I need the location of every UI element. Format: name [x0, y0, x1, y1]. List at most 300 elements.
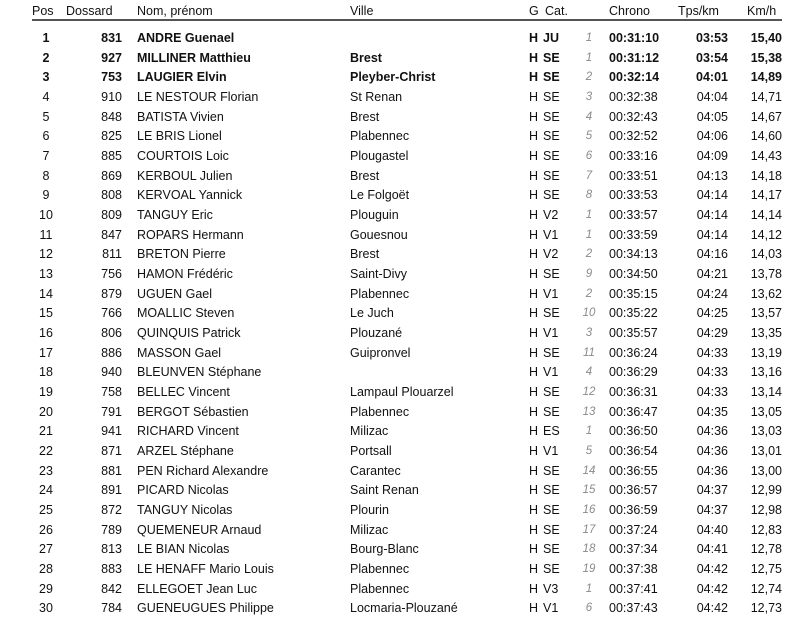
cell-gender: H [529, 345, 539, 360]
cell-dossard: 766 [101, 306, 122, 321]
cell-speed: 14,14 [750, 208, 782, 223]
cell-chrono: 00:32:52 [609, 129, 658, 144]
cell-category: SE [543, 168, 560, 183]
cell-ville: Plabennec [350, 404, 410, 419]
cell-pace: 04:29 [696, 326, 728, 341]
cell-category-rank: 2 [585, 248, 593, 261]
cell-category-rank: 15 [582, 484, 596, 497]
cell-dossard: 885 [101, 149, 122, 164]
cell-pace: 04:14 [696, 227, 728, 242]
cell-category-rank: 1 [585, 209, 593, 222]
cell-ville: Carantec [350, 463, 401, 478]
cell-gender: H [529, 227, 539, 242]
cell-category: V1 [543, 227, 559, 242]
cell-chrono: 00:37:41 [609, 581, 658, 596]
cell-ville: Plouzané [350, 326, 403, 341]
cell-gender: H [529, 188, 539, 203]
cell-pace: 04:14 [696, 208, 728, 223]
cell-gender: H [529, 306, 539, 321]
cell-speed: 12,74 [750, 581, 782, 596]
cell-dossard: 806 [101, 326, 122, 341]
cell-chrono: 00:36:59 [609, 503, 658, 518]
cell-category: JU [543, 31, 559, 45]
cell-pace: 04:21 [696, 267, 728, 282]
cell-ville: Plourin [350, 503, 389, 518]
cell-pace: 03:53 [696, 31, 728, 45]
table-row [0, 599, 800, 618]
cell-category: V1 [543, 326, 559, 341]
cell-pos: 10 [39, 208, 53, 223]
cell-pos: 16 [39, 326, 53, 341]
cell-pace: 04:42 [696, 601, 728, 616]
cell-pace: 04:33 [696, 365, 728, 380]
cell-dossard: 886 [101, 345, 122, 360]
cell-chrono: 00:35:22 [609, 306, 658, 321]
cell-pos: 26 [39, 522, 53, 537]
cell-dossard: 789 [101, 522, 122, 537]
cell-pace: 03:54 [696, 50, 728, 65]
cell-speed: 14,67 [750, 109, 782, 124]
table-row [0, 49, 800, 68]
cell-name: LE HENAFF Mario Louis [137, 562, 274, 577]
header-dossard: Dossard [66, 4, 113, 18]
cell-ville: Plabennec [350, 562, 410, 577]
cell-gender: H [529, 70, 539, 85]
cell-chrono: 00:33:53 [609, 188, 658, 203]
cell-pos: 22 [39, 444, 53, 459]
cell-name: BLEUNVEN Stéphane [137, 365, 262, 380]
cell-name: ARZEL Stéphane [137, 444, 234, 459]
cell-pace: 04:06 [696, 129, 728, 144]
cell-chrono: 00:33:57 [609, 208, 658, 223]
cell-name: GUENEUGUES Philippe [137, 601, 274, 616]
cell-ville: Saint Renan [350, 483, 419, 498]
cell-gender: H [529, 385, 539, 400]
cell-speed: 12,99 [750, 483, 782, 498]
cell-gender: H [529, 542, 539, 557]
cell-category: SE [543, 188, 560, 203]
cell-gender: H [529, 90, 539, 104]
cell-category-rank: 6 [585, 150, 593, 163]
cell-ville: Milizac [350, 522, 389, 537]
cell-category: SE [543, 306, 560, 321]
table-row [0, 422, 800, 441]
table-row [0, 147, 800, 166]
cell-dossard: 941 [101, 424, 122, 439]
cell-gender: H [529, 149, 539, 164]
cell-pace: 04:36 [696, 424, 728, 439]
cell-speed: 12,75 [750, 562, 782, 577]
cell-pace: 04:42 [696, 581, 728, 596]
cell-gender: H [529, 562, 539, 577]
cell-pace: 04:14 [696, 188, 728, 203]
cell-ville: Plabennec [350, 286, 410, 301]
table-row [0, 68, 800, 87]
cell-ville: Gouesnou [350, 227, 408, 242]
cell-pace: 04:01 [696, 70, 728, 85]
cell-pace: 04:41 [696, 542, 728, 557]
cell-category: V3 [543, 581, 559, 596]
cell-speed: 12,83 [750, 522, 782, 537]
table-row [0, 265, 800, 284]
cell-chrono: 00:37:34 [609, 542, 658, 557]
table-row [0, 324, 800, 343]
cell-ville: Brest [350, 109, 380, 124]
cell-dossard: 784 [101, 601, 122, 616]
cell-speed: 14,12 [750, 227, 782, 242]
cell-gender: H [529, 522, 539, 537]
cell-speed: 13,05 [750, 404, 782, 419]
cell-gender: H [529, 109, 539, 124]
cell-category: SE [543, 522, 560, 537]
cell-chrono: 00:37:38 [609, 562, 658, 577]
cell-category-rank: 1 [585, 425, 593, 438]
table-row [0, 540, 800, 559]
cell-ville: Milizac [350, 424, 389, 439]
cell-name: KERBOUL Julien [137, 168, 233, 183]
cell-pos: 4 [42, 90, 50, 104]
cell-speed: 13,78 [750, 267, 782, 282]
cell-dossard: 881 [101, 463, 122, 478]
cell-name: HAMON Frédéric [137, 267, 233, 282]
table-row [0, 285, 800, 304]
cell-name: TANGUY Eric [137, 208, 213, 223]
cell-chrono: 00:31:12 [609, 50, 660, 65]
cell-pos: 12 [39, 247, 53, 262]
cell-dossard: 927 [101, 50, 122, 65]
table-row [0, 245, 800, 264]
cell-pace: 04:35 [696, 404, 728, 419]
cell-dossard: 758 [101, 385, 122, 400]
cell-pos: 8 [42, 168, 50, 183]
cell-pos: 15 [39, 306, 53, 321]
cell-speed: 15,38 [750, 50, 782, 65]
header-ville: Ville [350, 4, 374, 18]
cell-name: LE BRIS Lionel [137, 129, 222, 144]
cell-pace: 04:36 [696, 444, 728, 459]
cell-category: SE [543, 542, 560, 557]
table-row [0, 560, 800, 579]
cell-category-rank: 7 [585, 169, 593, 182]
cell-speed: 14,60 [750, 129, 782, 144]
cell-pace: 04:37 [696, 483, 728, 498]
cell-chrono: 00:32:38 [609, 90, 658, 104]
cell-ville: St Renan [350, 90, 403, 104]
cell-chrono: 00:36:55 [609, 463, 658, 478]
cell-pos: 13 [39, 267, 53, 282]
cell-category-rank: 16 [582, 504, 596, 517]
cell-gender: H [529, 129, 539, 144]
table-row [0, 403, 800, 422]
table-row [0, 481, 800, 500]
cell-ville: Lampaul Plouarzel [350, 385, 454, 400]
cell-name: BATISTA Vivien [137, 109, 224, 124]
cell-name: PICARD Nicolas [137, 483, 229, 498]
cell-chrono: 00:36:54 [609, 444, 658, 459]
cell-name: BELLEC Vincent [137, 385, 230, 400]
table-row [0, 226, 800, 245]
table-row [0, 108, 800, 127]
cell-category: V1 [543, 601, 559, 616]
cell-chrono: 00:36:24 [609, 345, 658, 360]
cell-dossard: 808 [101, 188, 122, 203]
table-row [0, 363, 800, 382]
cell-gender: H [529, 365, 539, 380]
cell-gender: H [529, 326, 539, 341]
cell-pos: 7 [42, 149, 50, 164]
cell-gender: H [529, 404, 539, 419]
cell-dossard: 848 [101, 109, 122, 124]
cell-ville: Brest [350, 50, 382, 65]
cell-chrono: 00:35:57 [609, 326, 658, 341]
table-row [0, 501, 800, 520]
cell-chrono: 00:33:51 [609, 168, 658, 183]
cell-category-rank: 11 [583, 346, 595, 359]
cell-chrono: 00:33:16 [609, 149, 658, 164]
cell-speed: 12,78 [750, 542, 782, 557]
cell-dossard: 940 [101, 365, 122, 380]
cell-ville: Brest [350, 247, 380, 262]
table-row [0, 88, 800, 107]
cell-category: V1 [543, 444, 559, 459]
cell-pos: 19 [39, 385, 53, 400]
cell-dossard: 809 [101, 208, 122, 223]
cell-pos: 2 [42, 50, 50, 65]
cell-ville: Locmaria-Plouzané [350, 601, 458, 616]
cell-pos: 21 [39, 424, 53, 439]
cell-name: PEN Richard Alexandre [137, 463, 269, 478]
cell-pos: 29 [39, 581, 53, 596]
cell-speed: 13,35 [750, 326, 782, 341]
cell-ville: Plabennec [350, 129, 410, 144]
cell-pos: 24 [39, 483, 53, 498]
cell-name: LE BIAN Nicolas [137, 542, 230, 557]
cell-category-rank: 3 [585, 91, 593, 103]
table-row [0, 442, 800, 461]
header-pos: Pos [32, 4, 54, 18]
header-kmh: Km/h [747, 4, 777, 18]
cell-chrono: 00:36:31 [609, 385, 658, 400]
table-row [0, 580, 800, 599]
cell-category-rank: 14 [582, 464, 596, 477]
cell-category: SE [543, 345, 560, 360]
cell-speed: 13,00 [750, 463, 782, 478]
table-row [0, 304, 800, 323]
cell-pace: 04:24 [696, 286, 728, 301]
cell-gender: H [529, 503, 539, 518]
cell-ville: Guipronvel [350, 345, 411, 360]
cell-speed: 13,57 [750, 306, 782, 321]
cell-ville: Le Juch [350, 306, 394, 321]
cell-name: ROPARS Hermann [137, 227, 244, 242]
cell-category-rank: 1 [585, 32, 593, 44]
cell-pace: 04:33 [696, 385, 728, 400]
cell-pos: 1 [42, 31, 50, 45]
cell-category-rank: 5 [585, 445, 593, 458]
cell-name: KERVOAL Yannick [137, 188, 243, 203]
cell-chrono: 00:35:15 [609, 286, 658, 301]
cell-ville: Bourg-Blanc [350, 542, 419, 557]
cell-ville: Saint-Divy [350, 267, 407, 282]
cell-name: COURTOIS Loic [137, 149, 229, 164]
cell-chrono: 00:33:59 [609, 227, 658, 242]
cell-dossard: 825 [101, 129, 122, 144]
cell-pace: 04:37 [696, 503, 728, 518]
cell-dossard: 891 [101, 483, 122, 498]
cell-gender: H [529, 31, 539, 45]
header-chrono: Chrono [609, 4, 650, 18]
cell-category-rank: 4 [585, 366, 593, 379]
cell-pos: 25 [39, 503, 53, 518]
cell-speed: 14,18 [750, 168, 782, 183]
cell-chrono: 00:34:50 [609, 267, 658, 282]
cell-speed: 13,19 [750, 345, 782, 360]
cell-gender: H [529, 247, 539, 262]
header-g: G [529, 4, 539, 18]
cell-category-rank: 12 [582, 386, 596, 399]
cell-pace: 04:09 [696, 149, 728, 164]
cell-category-rank: 5 [585, 130, 593, 143]
cell-dossard: 842 [101, 581, 122, 596]
header-tps-km: Tps/km [678, 4, 719, 18]
table-row [0, 186, 800, 205]
cell-pos: 23 [39, 463, 53, 478]
cell-category: SE [543, 483, 560, 498]
cell-category: SE [543, 562, 560, 577]
cell-chrono: 00:36:47 [609, 404, 658, 419]
cell-speed: 13,01 [750, 444, 782, 459]
cell-gender: H [529, 286, 539, 301]
cell-category-rank: 19 [582, 563, 596, 576]
cell-chrono: 00:37:43 [609, 601, 658, 616]
cell-name: MOALLIC Steven [137, 306, 235, 321]
cell-pos: 18 [39, 365, 53, 380]
table-row [0, 206, 800, 225]
cell-category: V1 [543, 286, 559, 301]
cell-speed: 12,98 [750, 503, 782, 518]
cell-category-rank: 2 [585, 71, 593, 84]
cell-category-rank: 9 [585, 268, 593, 281]
cell-ville: Pleyber-Christ [350, 70, 436, 85]
cell-speed: 13,62 [750, 286, 782, 301]
cell-speed: 15,40 [750, 31, 782, 45]
cell-category: SE [543, 149, 560, 164]
cell-name: UGUEN Gael [137, 286, 213, 301]
cell-pos: 27 [39, 542, 53, 557]
cell-chrono: 00:36:50 [609, 424, 658, 439]
cell-dossard: 871 [101, 444, 122, 459]
header-divider [32, 19, 782, 21]
cell-speed: 14,03 [750, 247, 782, 262]
cell-dossard: 811 [102, 247, 122, 262]
cell-speed: 13,03 [750, 424, 782, 439]
cell-pos: 30 [39, 601, 53, 616]
cell-dossard: 756 [101, 267, 122, 282]
cell-speed: 14,89 [750, 70, 782, 85]
cell-category-rank: 10 [582, 307, 596, 320]
cell-pace: 04:16 [696, 247, 728, 262]
cell-chrono: 00:36:29 [609, 365, 658, 380]
cell-ville: Le Folgoët [350, 188, 410, 203]
cell-gender: H [529, 168, 539, 183]
cell-pace: 04:05 [696, 109, 728, 124]
cell-gender: H [529, 444, 539, 459]
cell-pace: 04:13 [696, 168, 728, 183]
cell-name: MASSON Gael [137, 345, 222, 360]
cell-gender: H [529, 267, 539, 282]
cell-ville: Portsall [350, 444, 392, 459]
cell-category: SE [543, 503, 560, 518]
cell-category: SE [543, 267, 560, 282]
cell-pos: 3 [42, 70, 50, 85]
table-row [0, 462, 800, 481]
cell-pos: 20 [39, 404, 53, 419]
cell-name: LE NESTOUR Florian [137, 90, 259, 104]
cell-dossard: 872 [101, 503, 122, 518]
cell-gender: H [529, 208, 539, 223]
cell-pos: 11 [39, 227, 53, 242]
table-row [0, 383, 800, 402]
cell-speed: 14,17 [750, 188, 782, 203]
cell-chrono: 00:37:24 [609, 522, 658, 537]
cell-category-rank: 18 [582, 543, 596, 556]
cell-category-rank: 1 [585, 51, 593, 64]
cell-category-rank: 1 [585, 582, 593, 595]
cell-pace: 04:25 [696, 306, 728, 321]
cell-dossard: 879 [101, 286, 122, 301]
cell-gender: H [529, 581, 539, 596]
table-row [0, 29, 800, 48]
cell-category: SE [543, 90, 560, 104]
cell-category-rank: 13 [582, 405, 596, 418]
cell-name: ANDRE Guenael [137, 31, 235, 45]
table-row [0, 521, 800, 540]
cell-gender: H [529, 483, 539, 498]
cell-category: SE [543, 109, 560, 124]
table-row [0, 167, 800, 186]
cell-name: BERGOT Sébastien [137, 404, 249, 419]
cell-pace: 04:04 [696, 90, 728, 104]
cell-ville: Brest [350, 168, 380, 183]
cell-category-rank: 2 [585, 287, 593, 300]
cell-dossard: 883 [101, 562, 122, 577]
cell-pos: 6 [42, 129, 50, 144]
cell-category: SE [543, 463, 560, 478]
cell-dossard: 753 [101, 70, 122, 85]
cell-gender: H [529, 463, 539, 478]
cell-name: BRETON Pierre [137, 247, 226, 262]
cell-dossard: 910 [101, 90, 122, 104]
cell-pace: 04:42 [696, 562, 728, 577]
cell-name: QUEMENEUR Arnaud [137, 522, 262, 537]
cell-pos: 28 [39, 562, 53, 577]
cell-pace: 04:36 [696, 463, 728, 478]
cell-category: ES [543, 424, 560, 439]
cell-pace: 04:33 [696, 345, 728, 360]
table-row [0, 127, 800, 146]
cell-speed: 13,16 [750, 365, 782, 380]
cell-chrono: 00:32:43 [609, 109, 658, 124]
cell-chrono: 00:31:10 [609, 31, 660, 45]
cell-speed: 14,71 [750, 90, 782, 104]
cell-name: QUINQUIS Patrick [137, 326, 241, 341]
cell-dossard: 869 [101, 168, 122, 183]
cell-name: TANGUY Nicolas [137, 503, 233, 518]
cell-speed: 13,14 [750, 385, 782, 400]
cell-gender: H [529, 424, 539, 439]
cell-category-rank: 3 [585, 327, 593, 340]
cell-pos: 9 [42, 188, 50, 203]
